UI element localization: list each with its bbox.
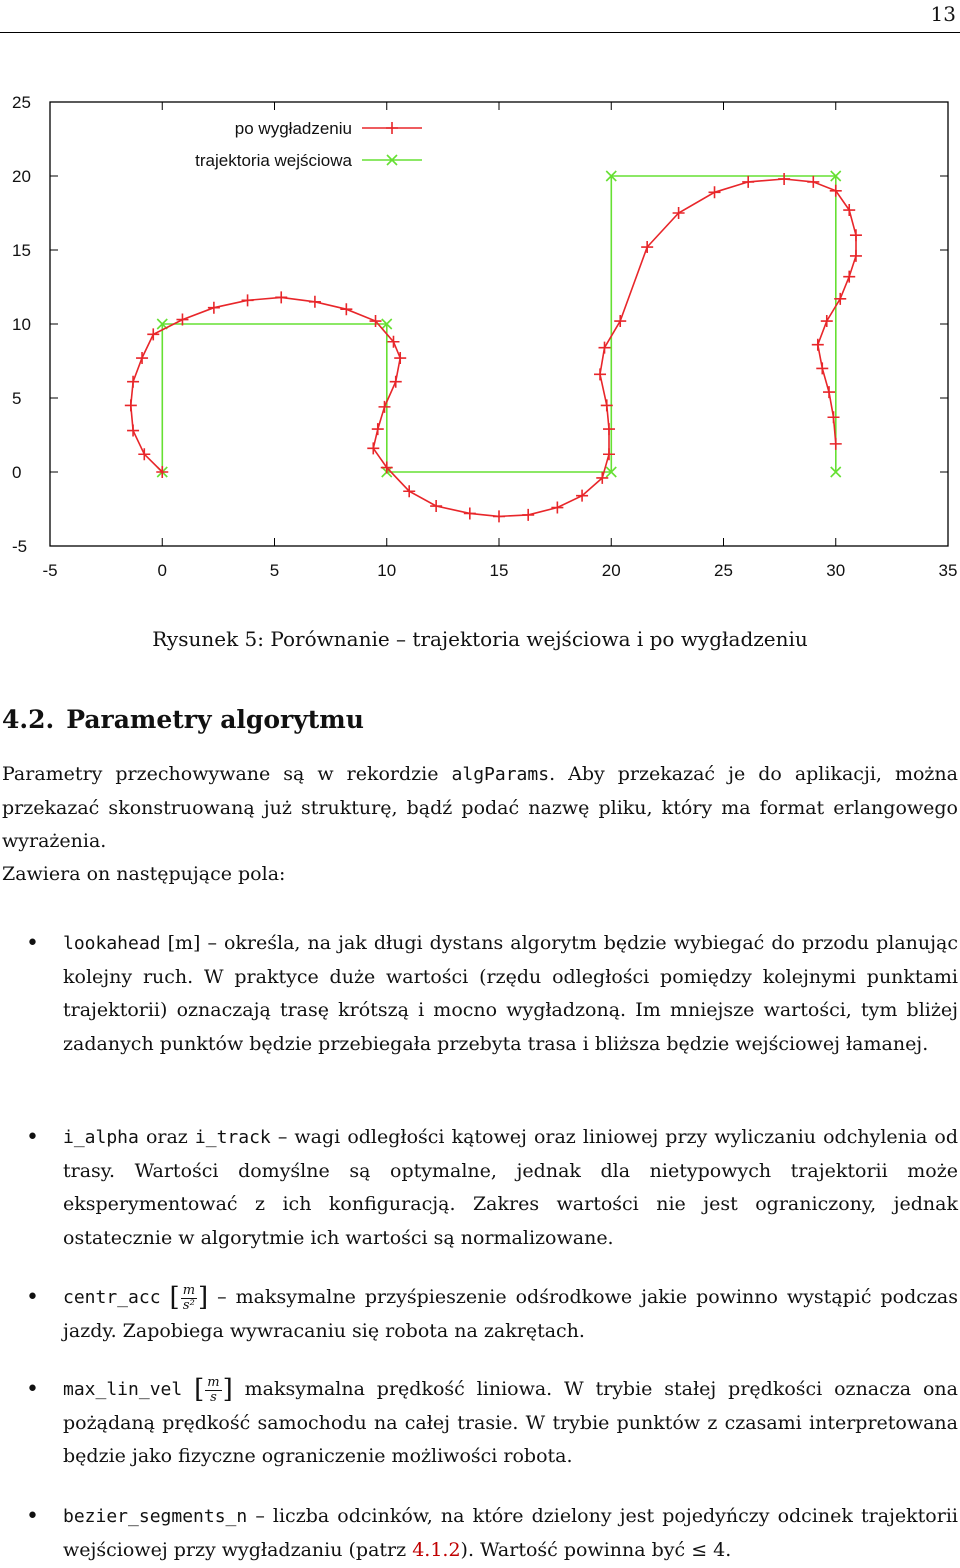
header-rule	[0, 32, 960, 33]
x-tick-label: 25	[714, 561, 733, 580]
page-number: 13	[930, 2, 956, 26]
data-point-smoothed	[709, 186, 721, 198]
data-point-smoothed	[850, 250, 862, 262]
data-point-smoothed	[493, 510, 505, 522]
y-tick-label: -5	[12, 537, 28, 556]
data-point-smoothed	[821, 315, 833, 327]
data-point-smoothed	[522, 509, 534, 521]
data-point-smoothed	[309, 296, 321, 308]
bullet-icon: •	[26, 931, 39, 956]
legend-label: trajektoria wejściowa	[195, 151, 352, 170]
data-point-smoothed	[430, 500, 442, 512]
bracket-close: ]	[222, 1374, 233, 1405]
data-point-smoothed	[823, 386, 835, 398]
list-item-alpha-track	[0, 1121, 958, 1255]
section-title: Parametry algorytmu	[66, 705, 364, 734]
y-tick-label: 25	[12, 93, 31, 112]
field-name: centr_acc	[63, 1287, 161, 1308]
list-item-centr-acc	[0, 1281, 958, 1348]
x-tick-label: 20	[601, 561, 621, 580]
bullet-icon: •	[26, 1285, 39, 1310]
data-point-smoothed	[599, 342, 611, 354]
field-description: maksymalna prędkość liniowa. W trybie stałej prędkości oznacza ona pożądaną prędkość samochodu na całej trasie. W trybie punktów z czasami interpretowana będzie jako fizyczne ograniczenie możliwości robota.	[63, 1378, 958, 1468]
data-point-smoothed	[603, 423, 615, 435]
unit-fraction	[181, 1284, 197, 1313]
data-point-smoothed	[843, 271, 855, 283]
y-tick-label: 0	[12, 463, 22, 482]
data-point-smoothed	[742, 176, 754, 188]
figure-caption: Rysunek 5: Porównanie – trajektoria wejściowa i po wygładzeniu	[152, 627, 808, 651]
data-point-smoothed	[127, 376, 139, 388]
data-point-smoothed	[125, 399, 137, 411]
list-item-max-lin-vel	[0, 1373, 958, 1474]
field-description-end: ). Wartość powinna być ≤ 4.	[460, 1538, 732, 1561]
series-line-smoothed	[131, 179, 856, 516]
data-point-smoothed	[275, 291, 287, 303]
data-point-smoothed	[394, 352, 406, 364]
data-point-smoothed	[340, 303, 352, 315]
unit-numerator: m	[182, 1282, 196, 1298]
section-heading	[2, 705, 364, 734]
data-point-smoothed	[242, 294, 254, 306]
data-point-smoothed	[614, 315, 626, 327]
bullet-icon: •	[26, 1377, 39, 1402]
intro-text-a: Parametry przechowywane są w rekordzie	[2, 763, 452, 785]
x-tick-label: 15	[489, 561, 509, 580]
x-tick-label: 35	[938, 561, 958, 580]
y-tick-label: 10	[12, 315, 31, 334]
field-name: i_alpha	[63, 1127, 139, 1148]
field-name: bezier_segments_n	[63, 1506, 248, 1527]
data-point-smoothed	[367, 442, 379, 454]
unit-fraction	[205, 1376, 221, 1405]
data-point-smoothed	[390, 376, 402, 388]
data-point-smoothed	[208, 302, 220, 314]
legend-label: po wygładzeniu	[234, 119, 352, 138]
x-tick-label: 5	[269, 561, 280, 580]
data-point-smoothed	[807, 176, 819, 188]
data-point-smoothed	[603, 448, 615, 460]
field-name: lookahead	[63, 933, 161, 954]
data-point-smoothed	[812, 339, 824, 351]
data-point-smoothed	[464, 507, 476, 519]
data-point-smoothed	[830, 185, 842, 197]
x-tick-label: 30	[826, 561, 846, 580]
data-point-smoothed	[778, 173, 790, 185]
section-reference-link[interactable]: 4.1.2	[412, 1538, 461, 1561]
data-point-smoothed	[830, 438, 842, 450]
data-point-smoothed	[127, 425, 139, 437]
bracket-close: ]	[198, 1282, 209, 1313]
bracket-open: [	[194, 1374, 205, 1405]
field-description: – określa, na jak długi dystans algorytm będzie wybiegać do przodu planując kolejny ruch. W praktyce duże wartości (rzędu odległości pomiędzy kolejnymi punktami trajektorii) oznaczają trasę krótszą i mocno wygładzoną. Im mniejsze wartości, tym bliżej zadanych punktów będzie przebiegała przebyta trasa i bliższa będzie wejściowej łamanej.	[63, 932, 958, 1055]
data-point-smoothed	[594, 368, 606, 380]
field-description: – liczba odcinków, na które dzielony jest pojedyńczy odcinek trajektorii wejściowej przy wygładzaniu (patrz	[63, 1505, 958, 1561]
field-name: max_lin_vel	[63, 1379, 183, 1400]
list-item-lookahead	[0, 927, 958, 1061]
x-tick-label: 0	[157, 561, 167, 580]
data-point-smoothed	[136, 352, 148, 364]
list-item-bezier-segments	[0, 1500, 958, 1567]
field-description: – wagi odległości kątowej oraz liniowej przy wyliczaniu odchylenia od trasy. Wartości domyślne są optymalne, jednak dla nietypowych trajektorii może eksperymentować z ich konfiguracją. Zakres wartości nie jest ograniczony, jednak ostatecznie w algorytmie ich wartości są normalizowane.	[63, 1126, 958, 1249]
series-line-input	[162, 176, 836, 472]
x-tick-label: 10	[377, 561, 397, 580]
data-point-smoothed	[816, 362, 828, 374]
bullet-icon: •	[26, 1504, 39, 1529]
data-point-smoothed	[828, 411, 840, 423]
section-number: 4.2.	[2, 705, 55, 734]
intro-text-b: . Aby przekazać je do aplikacji, można przekazać skonstruowaną już strukturę, bądź podać nazwę pliku, który ma format erlangowego wyrażenia.	[2, 763, 958, 852]
data-point-smoothed	[372, 423, 384, 435]
unit-denominator: s²	[182, 1297, 195, 1313]
y-tick-label: 5	[12, 389, 22, 408]
data-point-smoothed	[147, 328, 159, 340]
y-tick-label: 15	[12, 241, 31, 260]
bracket-open: [	[169, 1282, 180, 1313]
data-point-smoothed	[379, 401, 391, 413]
inline-code-algparams: algParams	[451, 764, 550, 785]
intro-paragraph	[2, 758, 958, 859]
bullet-icon: •	[26, 1125, 39, 1150]
legend-marker	[386, 122, 398, 134]
unit-numerator: m	[207, 1374, 220, 1390]
trajectory-chart	[0, 80, 960, 600]
x-tick-label: -5	[42, 561, 58, 580]
fields-intro: Zawiera on następujące pola:	[2, 863, 286, 885]
unit-denominator: s	[210, 1389, 217, 1405]
field-unit: [m]	[167, 932, 201, 954]
y-tick-label: 20	[12, 167, 31, 186]
field-description: – maksymalne przyśpieszenie odśrodkowe jakie powinno wystąpić podczas jazdy. Zapobiega wywracaniu się robota na zakrętach.	[63, 1286, 958, 1342]
conjunction: oraz	[138, 1126, 195, 1148]
data-point-smoothed	[850, 229, 862, 241]
data-point-smoothed	[551, 502, 563, 514]
data-point-smoothed	[843, 204, 855, 216]
field-name-2: i_track	[194, 1127, 271, 1148]
